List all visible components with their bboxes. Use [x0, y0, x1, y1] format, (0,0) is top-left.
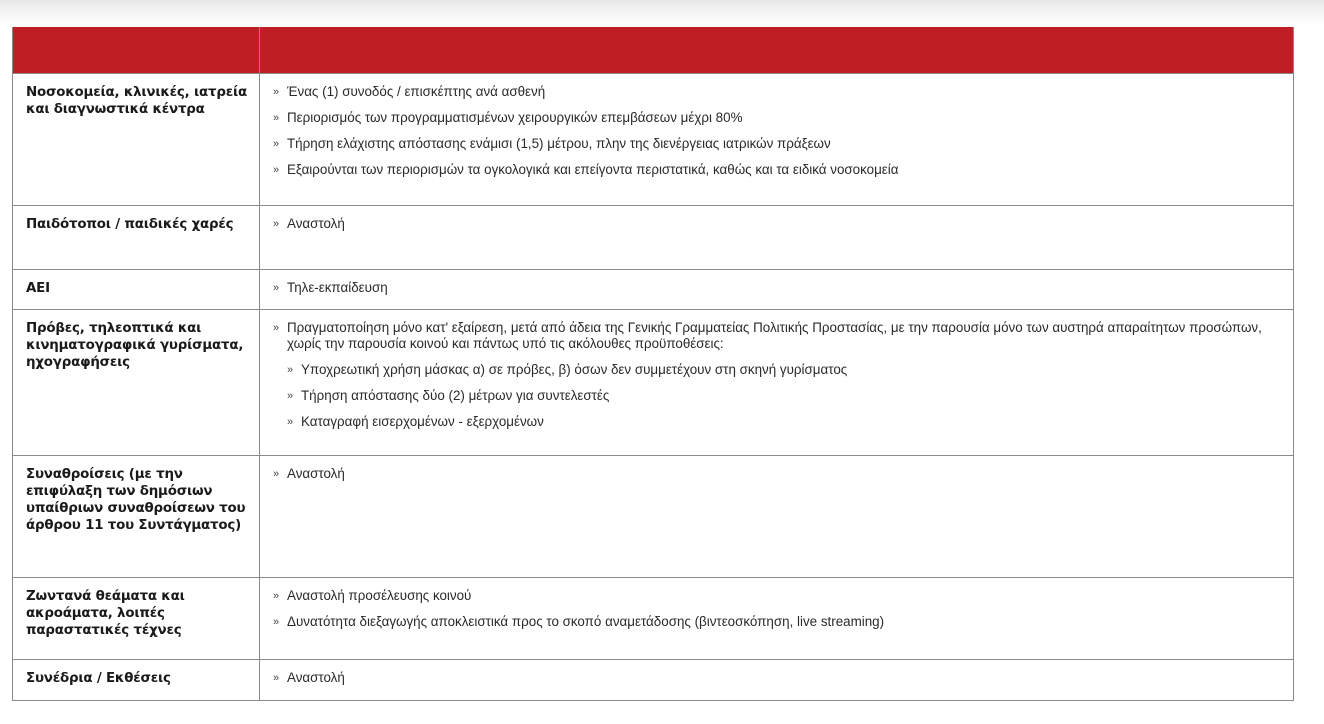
- row-category: Παιδότοποι / παιδικές χαρές: [13, 206, 260, 269]
- list-item: [273, 588, 1283, 604]
- bullet-icon: »: [273, 616, 280, 628]
- measure-text: Αναστολή: [287, 216, 345, 231]
- row-measures: [260, 270, 1293, 309]
- list-item: [273, 162, 1283, 178]
- list-item: [273, 466, 1283, 482]
- measure-text: Περιορισμός των προγραμματισμένων χειρουργικών επεμβάσεων μέχρι 80%: [287, 110, 743, 125]
- row-measures: [260, 310, 1293, 455]
- bullet-icon: »: [273, 164, 280, 176]
- bullet-icon: »: [273, 322, 280, 334]
- measure-text: Αναστολή: [287, 670, 345, 685]
- row-category: Νοσοκομεία, κλινικές, ιατρεία και διαγνωστικά κέντρα: [13, 74, 260, 205]
- table-row: [13, 206, 1293, 270]
- bullet-icon: »: [273, 672, 280, 684]
- table-row: [13, 310, 1293, 456]
- bullet-icon: »: [273, 112, 280, 124]
- bullet-icon: »: [273, 590, 280, 602]
- bullet-icon: »: [287, 364, 294, 376]
- bullet-icon: »: [287, 390, 294, 402]
- measures-table: [12, 27, 1294, 701]
- bullet-icon: »: [273, 86, 280, 98]
- row-category: ΑΕΙ: [13, 270, 260, 309]
- measure-text: Εξαιρούνται των περιορισμών τα ογκολογικά και επείγοντα περιστατικά, καθώς και τα ειδικά νοσοκομεία: [287, 162, 899, 177]
- row-category: Συνέδρια / Εκθέσεις: [13, 660, 260, 700]
- sub-list-item: [287, 362, 1283, 378]
- row-category: Πρόβες, τηλεοπτικά και κινηματογραφικά γυρίσματα, ηχογραφήσεις: [13, 310, 260, 455]
- measure-text: Αναστολή: [287, 466, 345, 481]
- list-item: [273, 670, 1283, 686]
- row-measures: [260, 206, 1293, 269]
- row-measures: [260, 660, 1293, 700]
- measure-text: Τηλε-εκπαίδευση: [287, 280, 388, 295]
- list-item: [273, 84, 1283, 100]
- table-header-row: [13, 27, 1293, 74]
- list-item: [273, 110, 1283, 126]
- row-category: Ζωντανά θεάματα και ακροάματα, λοιπές παραστατικές τέχνες: [13, 578, 260, 659]
- list-item: [273, 320, 1283, 352]
- bullet-icon: »: [287, 416, 294, 428]
- row-measures: [260, 578, 1293, 659]
- measure-text: Πραγματοποίηση μόνο κατ' εξαίρεση, μετά από άδεια της Γενικής Γραμματείας Πολιτικής Προστασίας, με την παρουσία μόνο των αυστηρά απαραίτητων προσώπων, χωρίς την παρουσία κοινού και πάντως υπό τις ακόλουθες προϋποθέσεις:: [287, 320, 1262, 351]
- table-row: [13, 74, 1293, 206]
- list-item: [273, 614, 1283, 630]
- row-measures: [260, 456, 1293, 577]
- list-item: [273, 216, 1283, 232]
- bullet-icon: »: [273, 218, 280, 230]
- measure-text: Αναστολή προσέλευσης κοινού: [287, 588, 472, 603]
- sub-list-item: [287, 414, 1283, 430]
- table-row: [13, 456, 1293, 578]
- row-category: Συναθροίσεις (με την επιφύλαξη των δημόσιων υπαίθριων συναθροίσεων του άρθρου 11 του Συντάγματος): [13, 456, 260, 577]
- row-measures: [260, 74, 1293, 205]
- list-item: [273, 136, 1283, 152]
- table-row: [13, 270, 1293, 310]
- bullet-icon: »: [273, 138, 280, 150]
- measure-text: Ένας (1) συνοδός / επισκέπτης ανά ασθενή: [287, 84, 546, 99]
- measure-text: Τήρηση απόστασης δύο (2) μέτρων για συντελεστές: [301, 388, 610, 403]
- measure-text: Καταγραφή εισερχομένων - εξερχομένων: [301, 414, 544, 429]
- measure-text: Τήρηση ελάχιστης απόστασης ενάμισι (1,5) μέτρου, πλην της διενέργειας ιατρικών πράξεων: [287, 136, 831, 151]
- bullet-icon: »: [273, 282, 280, 294]
- header-cell-category: [13, 27, 260, 73]
- table-body: [13, 74, 1293, 700]
- sub-list-item: [287, 388, 1283, 404]
- list-item: [273, 280, 1283, 296]
- measure-text: Δυνατότητα διεξαγωγής αποκλειστικά προς το σκοπό αναμετάδοσης (βιντεοσκόπηση, live streaming): [287, 614, 885, 629]
- header-cell-measures: [260, 27, 1293, 73]
- measure-text: Υποχρεωτική χρήση μάσκας α) σε πρόβες, β) όσων δεν συμμετέχουν στη σκηνή γυρίσματος: [301, 362, 848, 377]
- table-row: [13, 578, 1293, 660]
- table-row: [13, 660, 1293, 700]
- bullet-icon: »: [273, 468, 280, 480]
